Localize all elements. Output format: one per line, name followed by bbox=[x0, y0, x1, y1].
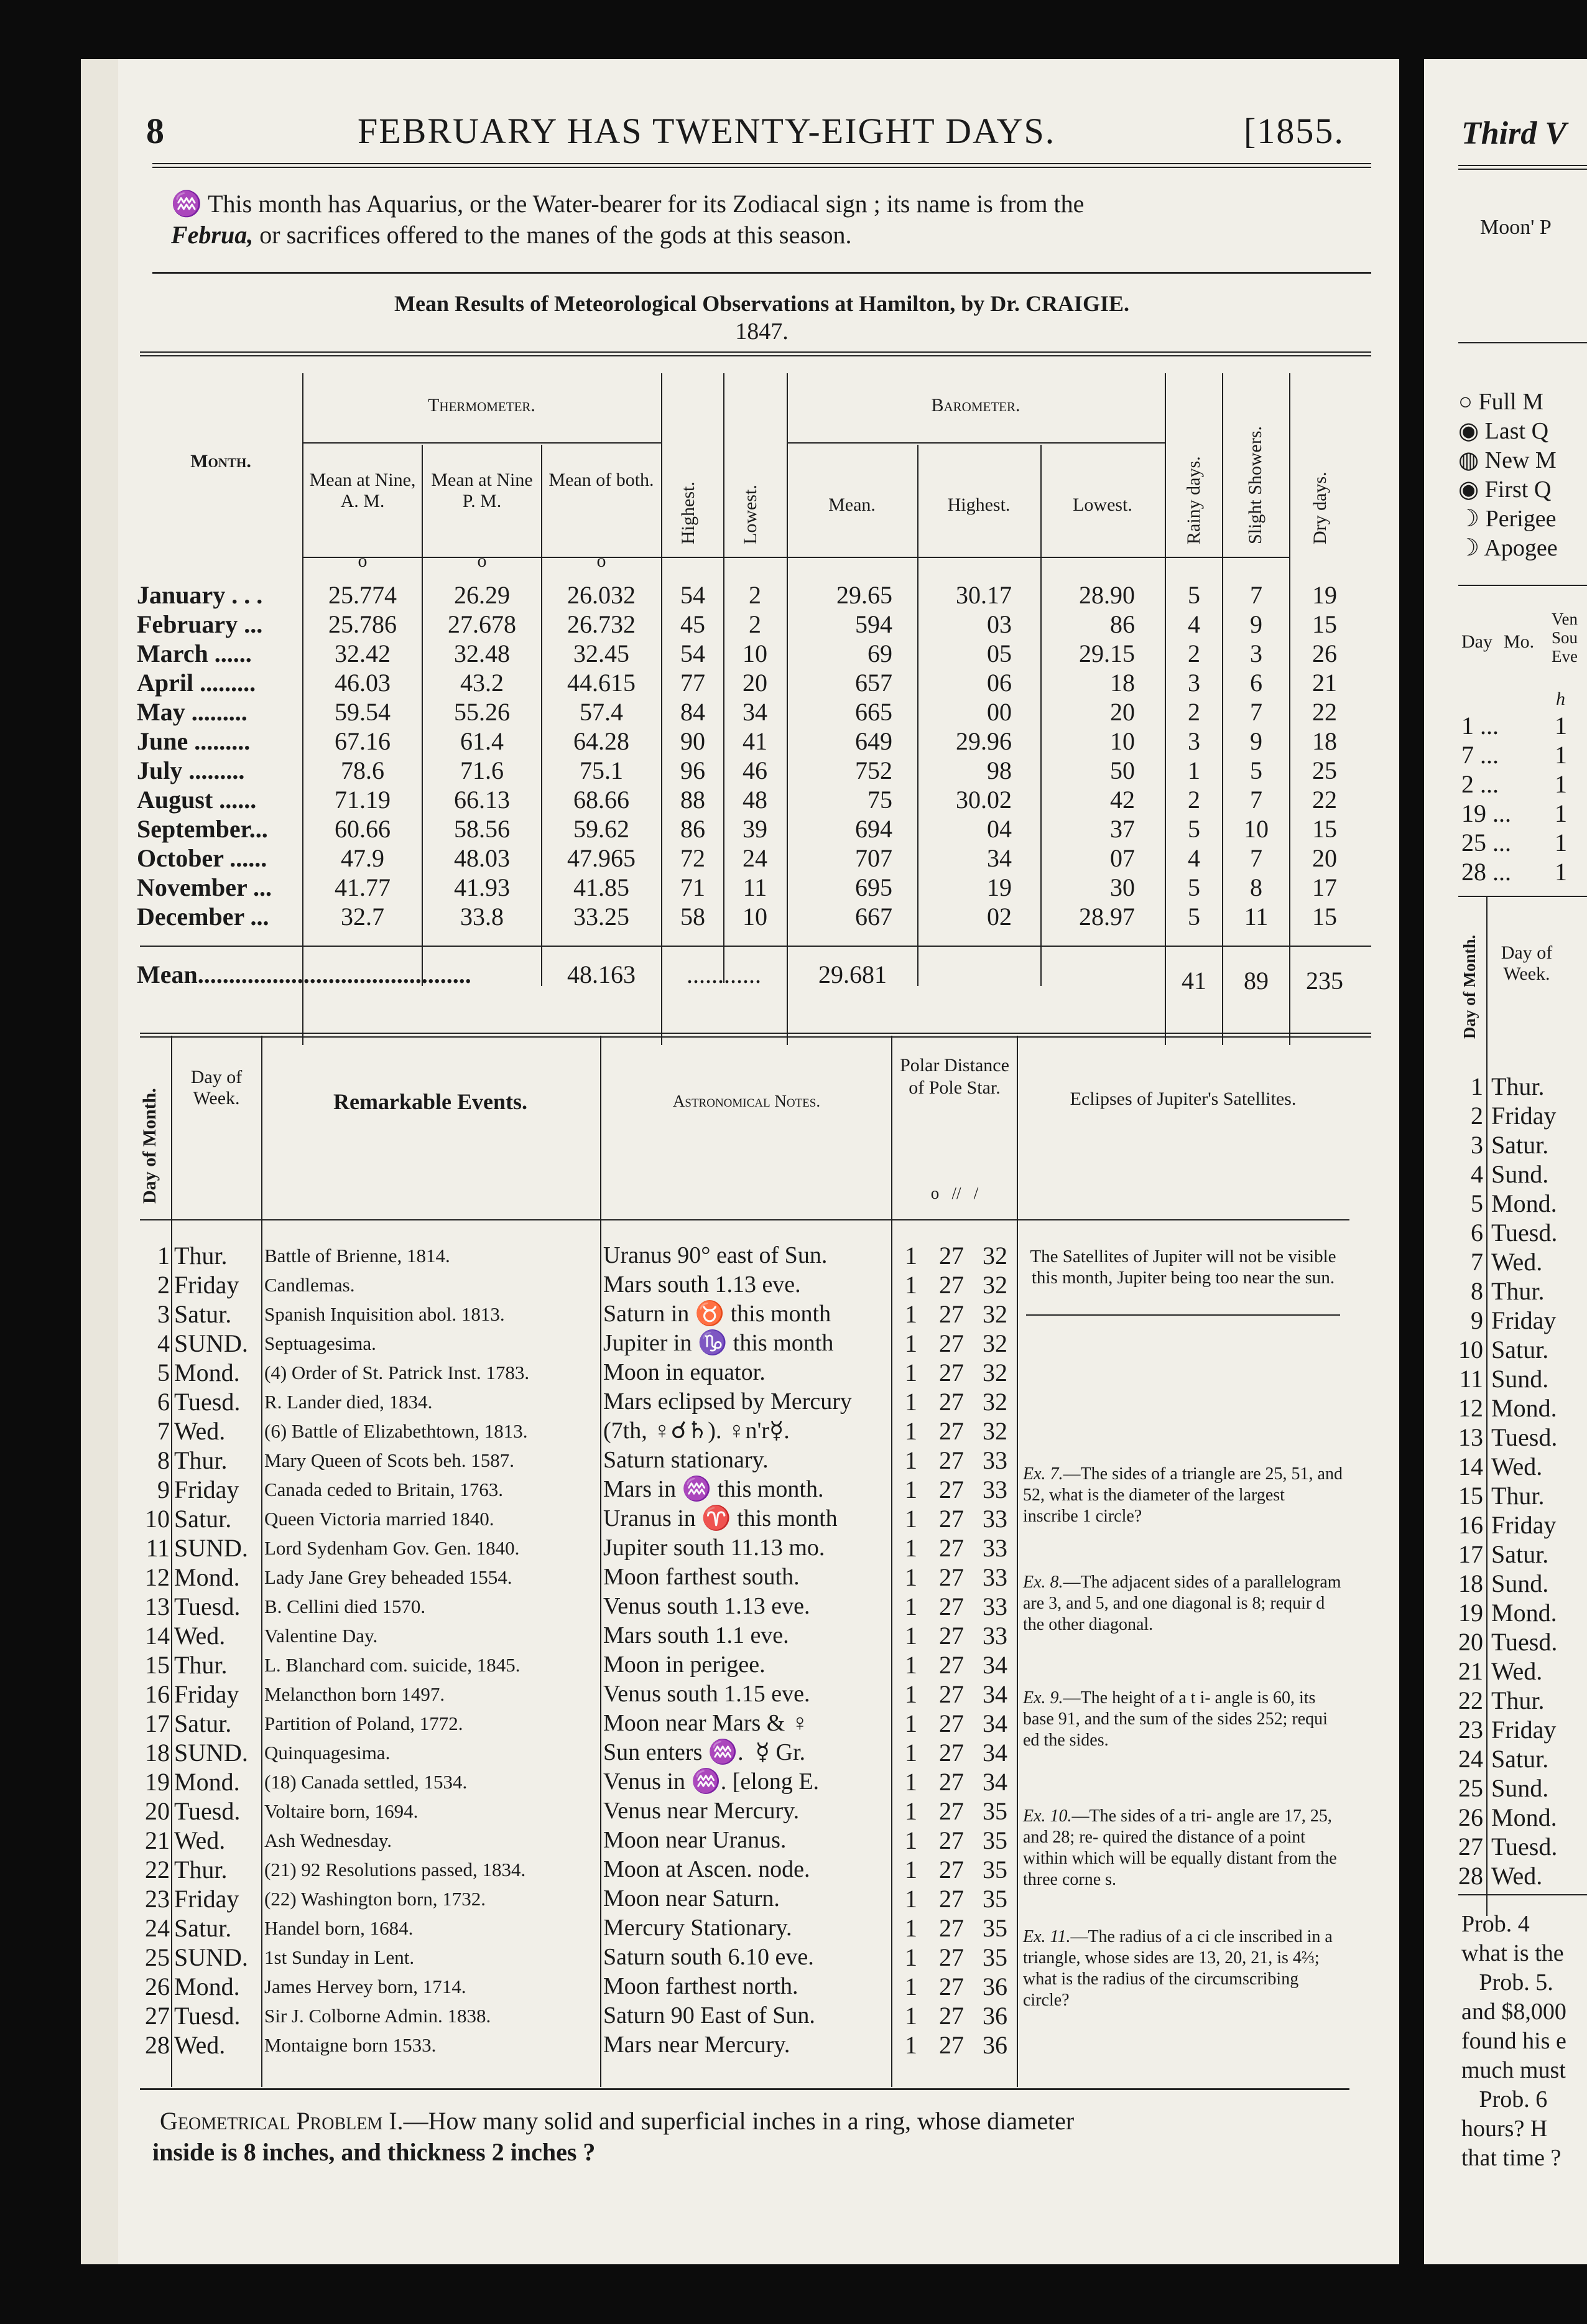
next-rule bbox=[1458, 896, 1587, 897]
meteo-title: Mean Results of Meteorological Observations at Hamilton, by Dr. CRAIGIE. bbox=[394, 291, 1129, 316]
year-label: [1855. bbox=[1244, 111, 1344, 151]
example-11-label: Ex. 11. bbox=[1023, 1927, 1071, 1946]
bar-lowest-header: Lowest. bbox=[1073, 495, 1132, 515]
next-day-header: Day bbox=[1461, 631, 1492, 652]
lowest-column: 2 2 10 20 34 41 46 48 39 24 11 10 bbox=[743, 581, 767, 931]
next-day-of-week-header: Day of Week. bbox=[1501, 942, 1553, 984]
problem-label: Geometrical Problem I. bbox=[160, 2107, 404, 2135]
month-column: January . . . February ... March ...... April ......... May ......... June ......... July ......... August ...... September... October ...... November ... December ... bbox=[137, 581, 272, 931]
bar-mean-header: Mean. bbox=[828, 495, 876, 515]
intro-line-1: ♒ This month has Aquarius, or the Water-bearer for its Zodiacal sign ; its name is from the bbox=[171, 190, 1085, 218]
showers-column: 7 9 3 6 7 9 5 7 10 7 8 11 bbox=[1244, 581, 1269, 931]
jupiter-rule bbox=[1026, 1314, 1340, 1316]
cal-events-column: Battle of Brienne, 1814. Candlemas. Spanish Inquisition abol. 1813. Septuagesima. (4) Order of St. Patrick Inst. 1783. R. Lander died, 1834. (6) Battle of Elizabethtown, 1813. Mary Queen of Scots beh. 1587. Canada ceded to Britain, 1763. Queen Victoria married 1840. Lord Sydenham Gov. Gen. 1840. Lady Jane Grey beheaded 1554. B. Cellini died 1570. Valentine Day. L. Blanchard com. suicide, 1845. Melancthon born 1497. Partition of Poland, 1772. Quinquagesima. (18) Canada settled, 1534. Voltaire born, 1694. Ash Wednesday. (21) 92 Resolutions passed, 1834. (22) Washington born, 1732. Handel born, 1684. 1st Sunday in Lent. James Hervey born, 1714. Sir J. Colborne Admin. 1838. Montaigne born 1533. bbox=[264, 1245, 530, 2056]
intro-line-2 bbox=[171, 220, 1371, 251]
next-rule bbox=[1458, 1894, 1587, 1895]
highest-header: Highest. bbox=[678, 481, 698, 544]
next-ven-header: Ven Sou Eve bbox=[1552, 610, 1578, 666]
mean-dots: ............ bbox=[687, 960, 761, 988]
degree-mark: o bbox=[358, 551, 368, 571]
mean-bar-total: 29.681 bbox=[818, 960, 887, 988]
example-7 bbox=[1023, 1464, 1343, 1527]
adjacent-page bbox=[1424, 59, 1587, 2264]
mean-both-total: 48.163 bbox=[567, 960, 636, 988]
thermometer-header: Thermometer. bbox=[428, 395, 535, 416]
intro-text bbox=[171, 188, 1371, 251]
next-rule bbox=[1458, 342, 1587, 343]
next-rows-mo: 1 1 1 1 1 1 bbox=[1555, 712, 1567, 886]
next-rows-day: 1 ... 7 ... 2 ... 19 ... 25 ... 28 ... bbox=[1461, 712, 1511, 886]
polar-deg-column: 1 1 1 1 1 1 1 1 1 1 1 1 1 1 1 1 1 1 1 1 1 1 1 1 1 1 1 1 bbox=[905, 1242, 917, 2059]
page-number: 8 bbox=[146, 111, 165, 151]
cal-divider bbox=[261, 1036, 262, 2087]
cal-divider bbox=[1017, 1036, 1018, 2087]
barometer-header: Barometer. bbox=[931, 395, 1020, 416]
next-title: Third V bbox=[1461, 116, 1567, 151]
rainy-column: 5 4 2 3 2 3 1 2 5 4 5 5 bbox=[1188, 581, 1200, 931]
polar-units: o // / bbox=[930, 1184, 979, 1202]
mean-rule bbox=[140, 946, 1371, 947]
jupiter-note: The Satellites of Jupiter will not be visible this month, Jupiter being too near the sun. bbox=[1030, 1247, 1336, 1288]
degree-mark: o bbox=[477, 551, 487, 571]
intro-februa: Februa, bbox=[171, 221, 254, 249]
next-mo-header: Mo. bbox=[1504, 631, 1535, 652]
next-divider bbox=[1486, 896, 1488, 1916]
thermo-rule bbox=[302, 442, 661, 444]
example-7-text: —The sides of a triangle are 25, 51, and 52, what is the diameter of the largest inscribe 1 circle? bbox=[1023, 1464, 1343, 1526]
cal-divider bbox=[171, 1036, 172, 2087]
jupiter-header: Eclipses of Jupiter's Satellites. bbox=[1070, 1089, 1297, 1109]
mean-both-column: 26.032 26.732 32.45 44.615 57.4 64.28 75.1 68.66 59.62 47.965 41.85 33.25 bbox=[567, 581, 636, 931]
example-11 bbox=[1023, 1927, 1343, 2011]
day-of-week-header: Day of Week. bbox=[190, 1067, 243, 1109]
nine-am-header: Mean at Nine, A. M. bbox=[309, 470, 416, 511]
lowest-header: Lowest. bbox=[740, 485, 761, 544]
baro-rule bbox=[787, 442, 1165, 444]
nine-am-column: 25.774 25.786 32.42 46.03 59.54 67.16 78.6 71.19 60.66 47.9 41.77 32.7 bbox=[328, 581, 397, 931]
cal-header-rule bbox=[140, 1219, 1349, 1220]
rainy-header: Rainy days. bbox=[1183, 456, 1204, 544]
showers-header: Slight Showers. bbox=[1245, 425, 1265, 544]
meteo-year: 1847. bbox=[735, 318, 789, 345]
meteo-top-rule bbox=[140, 351, 1371, 356]
bar-mean-column: 29.65 594 69 657 665 649 752 75 694 707 695 667 bbox=[836, 581, 892, 931]
next-header-rule bbox=[1458, 165, 1587, 170]
next-rule bbox=[1458, 585, 1587, 586]
intro-rule bbox=[152, 272, 1371, 274]
bar-low-column: 28.90 86 29.15 18 20 10 50 42 37 07 30 28.97 bbox=[1079, 581, 1135, 931]
example-8-text: —The adjacent sides of a parallelogram are 3, and 5, and one diagonal is 8; requir d the other diagonal. bbox=[1023, 1573, 1341, 1634]
dry-header: Dry days. bbox=[1310, 472, 1330, 544]
bar-highest-header: Highest. bbox=[947, 495, 1011, 515]
events-header: Remarkable Events. bbox=[333, 1089, 527, 1114]
next-problems: Prob. 4 what is the Prob. 5. and $8,000 found his e much must Prob. 6 hours? H that time ? bbox=[1461, 1911, 1566, 2171]
mean-both-header: Mean of both. bbox=[548, 470, 654, 490]
next-moon-phases-title: Moon' P bbox=[1480, 216, 1552, 239]
problem-text: —How many solid and superficial inches in a ring, whose diameter bbox=[403, 2107, 1075, 2135]
month-header: Month. bbox=[190, 451, 251, 472]
mean-label: Mean............................................ bbox=[137, 960, 471, 988]
nine-pm-header: Mean at Nine P. M. bbox=[431, 470, 533, 511]
cal-day-column: 1 2 3 4 5 6 7 8 9 10 11 12 13 14 15 16 17 18 19 20 21 22 23 24 25 26 27 28 bbox=[145, 1242, 170, 2059]
nine-pm-column: 26.29 27.678 32.48 43.2 55.26 61.4 71.6 66.13 58.56 48.03 41.93 33.8 bbox=[448, 581, 516, 931]
almanac-page bbox=[118, 59, 1399, 2264]
bar-high-column: 30.17 03 05 06 00 29.96 98 30.02 04 34 19 02 bbox=[956, 581, 1012, 931]
dry-column: 19 15 26 21 22 18 25 22 15 20 17 15 bbox=[1312, 581, 1337, 931]
problem-line-2: inside is 8 inches, and thickness 2 inches ? bbox=[152, 2138, 596, 2166]
example-7-label: Ex. 7. bbox=[1023, 1464, 1063, 1484]
cal-astro-column: Uranus 90° east of Sun. Mars south 1.13 eve. Saturn in ♉ this month Jupiter in ♑ this month Moon in equator. Mars eclipsed by Mercury (7th, ♀☌♄). ♀n'r☿. Saturn stationary. Mars in ♒ this month. Uranus in ♈ this month Jupiter south 11.13 mo. Moon farthest south. Venus south 1.13 eve. Mars south 1.1 eve. Moon in perigee. Venus south 1.15 eve. Moon near Mars & ♀ Sun enters ♒. ☿ Gr. Venus in ♒. [elong E. Venus near Mercury. Moon near Uranus. Moon at Ascen. node. Moon near Saturn. Mercury Stationary. Saturn south 6.10 eve. Moon farthest north. Saturn 90 East of Sun. Mars near Mercury. bbox=[603, 1242, 852, 2058]
cal-divider bbox=[600, 1036, 601, 2087]
binding-margin bbox=[81, 59, 118, 2264]
cal-weekday-column: Thur. Friday Satur. SUND. Mond. Tuesd. Wed. Thur. Friday Satur. SUND. Mond. Tuesd. Wed. Thur. Friday Satur. SUND. Mond. Tuesd. Wed. Thur. Friday Satur. SUND. Mond. Tuesd. Wed. bbox=[174, 1242, 248, 2059]
example-11-text: —The radius of a ci cle inscribed in a triangle, whose sides are 13, 20, 21, is 4⅔; what is the radius of the circumscribing circle? bbox=[1023, 1927, 1333, 2010]
day-of-month-header: Day of Month. bbox=[139, 1088, 160, 1204]
polar-header: Polar Distance of Pole Star. bbox=[900, 1055, 1009, 1098]
example-9 bbox=[1023, 1688, 1343, 1751]
example-9-text: —The height of a t i- angle is 60, its base 91, and the sum of the sides 252; requi ed the sides. bbox=[1023, 1688, 1328, 1750]
example-10-label: Ex. 10. bbox=[1023, 1806, 1072, 1826]
header-rule bbox=[152, 163, 1371, 168]
total-showers: 89 bbox=[1244, 967, 1269, 995]
example-8 bbox=[1023, 1572, 1343, 1635]
example-10-text: —The sides of a tri- angle are 17, 25, and 28; re- quired the distance of a point within which will be equally distant from the three corne s. bbox=[1023, 1806, 1337, 1889]
total-dry: 235 bbox=[1306, 967, 1343, 995]
next-weekday-column: Thur. Friday Satur. Sund. Mond. Tuesd. Wed. Thur. Friday Satur. Sund. Mond. Tuesd. Wed. Thur. Friday Satur. Sund. Mond. Tuesd. Wed. Thur. Friday Satur. Sund. Mond. Tuesd. Wed. bbox=[1491, 1072, 1558, 1890]
geometric-problem bbox=[152, 2106, 1365, 2168]
intro-rest: or sacrifices offered to the manes of the gods at this season. bbox=[253, 221, 852, 249]
next-unit: h bbox=[1556, 689, 1565, 709]
meteo-bottom-rule bbox=[140, 1033, 1371, 1038]
next-phases: ○ Full M ◉ Last Q ◍ New M ◉ First Q ☽ Perigee ☽ Apogee bbox=[1458, 389, 1558, 561]
polar-sec-column: 32 32 32 32 32 32 32 33 33 33 33 33 33 33 34 34 34 34 34 35 35 35 35 35 35 36 36 36 bbox=[983, 1242, 1007, 2059]
polar-min-column: 27 27 27 27 27 27 27 27 27 27 27 27 27 27 27 27 27 27 27 27 27 27 27 27 27 27 27 27 bbox=[939, 1242, 964, 2059]
next-day-column: 1 2 3 4 5 6 7 8 9 10 11 12 13 14 15 16 17 18 19 20 21 22 23 24 25 26 27 28 bbox=[1458, 1072, 1483, 1890]
total-rainy: 41 bbox=[1182, 967, 1206, 995]
example-9-label: Ex. 9. bbox=[1023, 1688, 1063, 1708]
next-day-of-month-header: Day of Month. bbox=[1460, 934, 1479, 1039]
page-title: FEBRUARY HAS TWENTY-EIGHT DAYS. bbox=[358, 111, 1056, 151]
astro-header: Astronomical Notes. bbox=[672, 1092, 821, 1110]
highest-column: 54 45 54 77 84 90 96 88 86 72 71 58 bbox=[680, 581, 705, 931]
example-8-label: Ex. 8. bbox=[1023, 1573, 1063, 1592]
degree-mark: o bbox=[596, 551, 606, 571]
problem-line-1 bbox=[152, 2106, 1365, 2137]
calendar-bottom-rule bbox=[140, 2088, 1349, 2090]
example-10 bbox=[1023, 1806, 1343, 1890]
